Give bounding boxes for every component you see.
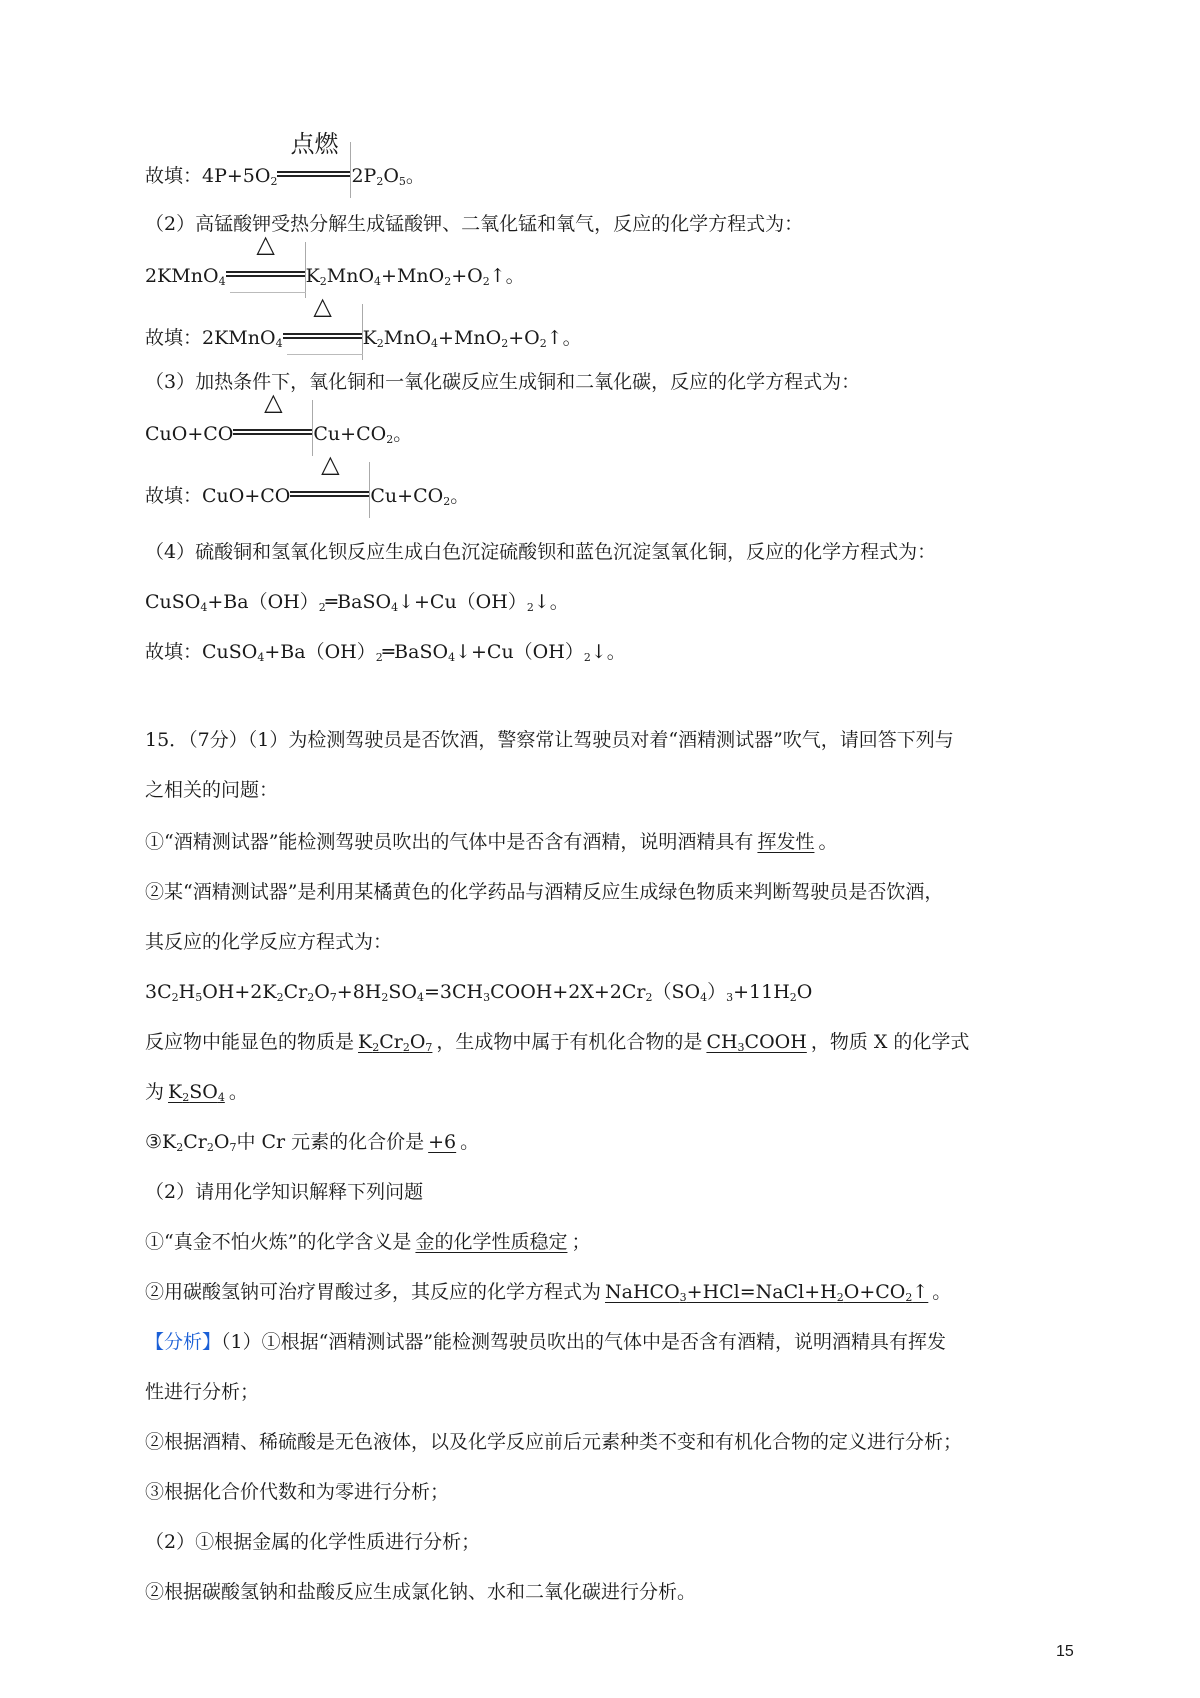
answer-blank: $NaHCO_3+HCl=NaCl+H_2O+CO_2↑$: [605, 1281, 929, 1304]
answer-blank: 金的化学性质稳定: [415, 1231, 568, 1253]
question-15-sub2: ②某“酒精测试器”是利用某橘黄色的化学药品与酒精反应生成绿色物质来判断驾驶员是否饮酒，: [145, 881, 944, 903]
question-15-stem-cont: 之相关的问题：: [145, 779, 279, 801]
answer-blank: $K_2SO_4$: [168, 1081, 225, 1104]
question-15-stem: 15．（7分）（1）为检测驾驶员是否饮酒，警察常让驾驶员对着“酒精测试器”吹气，请回答下列与: [145, 729, 954, 751]
reaction-condition: △: [233, 420, 313, 446]
question-15-part2-sub1: ①“真金不怕火炼”的化学含义是 金的化学性质稳定 ；: [145, 1231, 591, 1253]
answer-line-cuso4: 故填：$CuSO_4+Ba(OH)_2═BaSO_4↓+Cu(OH)_2↓$。: [145, 641, 626, 664]
question-15-part2: （2）请用化学知识解释下列问题: [145, 1181, 424, 1203]
question-part-3: （3）加热条件下，氧化铜和一氧化碳反应生成铜和二氧化碳，反应的化学方程式为：: [145, 371, 861, 393]
answer-blank: $K_2Cr_2O_7$: [358, 1031, 433, 1054]
reaction-condition: △: [226, 262, 306, 288]
question-15-sub1: ①“酒精测试器”能检测驾驶员吹出的气体中是否含有酒精，说明酒精具有 挥发性 。: [145, 831, 838, 853]
reaction-condition: 点燃: [277, 162, 351, 188]
question-15-sub2-cont: 其反应的化学反应方程式为：: [145, 931, 393, 953]
question-part-4: （4）硫酸铜和氢氧化钡反应生成白色沉淀硫酸钡和蓝色沉淀氢氧化铜，反应的化学方程式为：: [145, 541, 937, 563]
question-15-sub2-x: 为 $K_2SO_4$ 。: [145, 1081, 248, 1104]
equation-cuso4: $CuSO_4+Ba(OH)_2═BaSO_4↓+Cu(OH)_2↓$。: [145, 591, 569, 614]
page-number: 15: [1056, 1643, 1074, 1660]
question-15-part2-sub2: ②用碳酸氢钠可治疗胃酸过多，其反应的化学方程式为 $NaHCO_3+HCl=NaCl+H_2O+CO_2↑$ 。: [145, 1281, 952, 1304]
analysis-line-1: 【分析】（1）①根据“酒精测试器”能检测驾驶员吹出的气体中是否含有酒精，说明酒精具有挥发: [145, 1331, 947, 1353]
analysis-tag: 【分析】: [145, 1331, 222, 1353]
answer-blank: 挥发性: [757, 831, 815, 853]
analysis-line-2: 性进行分析；: [145, 1381, 260, 1403]
text: 故填：4P+5O: [145, 165, 271, 187]
analysis-line-3: ②根据酒精、稀硫酸是无色液体，以及化学反应前后元素种类不变和有机化合物的定义进行分析；: [145, 1431, 963, 1453]
answer-line-p2o5: 故填：$4P+5O_2$ 点燃 $2P_2O_5$。: [145, 162, 425, 188]
equation-kmno4: 2KMnO$_4$ △ $K_2MnO_4+MnO_2+O_2↑$。: [145, 262, 525, 288]
answer-line-kmno4: 故填：2KMnO$_4$ △ $K_2MnO_4+MnO_2+O_2↑$。: [145, 324, 582, 350]
answer-line-cuo: 故填：CuO+CO △ $Cu+CO_2$。: [145, 482, 469, 508]
analysis-line-6: ②根据碳酸氢钠和盐酸反应生成氯化钠、水和二氧化碳进行分析。: [145, 1581, 697, 1603]
question-15-sub2-answers: 反应物中能显色的物质是 $K_2Cr_2O_7$ ，生成物中属于有机化合物的是 $CH_3COOH$ ，物质 X 的化学式: [145, 1031, 970, 1054]
question-15-sub3: $③K_2Cr_2O_7$中 Cr 元素的化合价是 +6 。: [145, 1131, 480, 1154]
answer-blank: $CH_3COOH$: [706, 1031, 807, 1054]
question-part-2: （2）高锰酸钾受热分解生成锰酸钾、二氧化锰和氧气，反应的化学方程式为：: [145, 213, 804, 235]
analysis-line-5: （2）①根据金属的化学性质进行分析；: [145, 1531, 481, 1553]
reaction-condition: △: [283, 324, 363, 350]
answer-blank: +6: [428, 1131, 457, 1153]
analysis-line-4: ③根据化合价代数和为零进行分析；: [145, 1481, 450, 1503]
equation-cuo: CuO+CO △ $Cu+CO_2$。: [145, 420, 412, 446]
equation-alcohol: $3C_2H_5OH+2K_2Cr_2O_7+8H_2SO_4=3CH_3COOH+2X+2Cr_2(SO_4)_3+11H_2O$: [145, 981, 813, 1004]
reaction-condition: △: [290, 482, 370, 508]
